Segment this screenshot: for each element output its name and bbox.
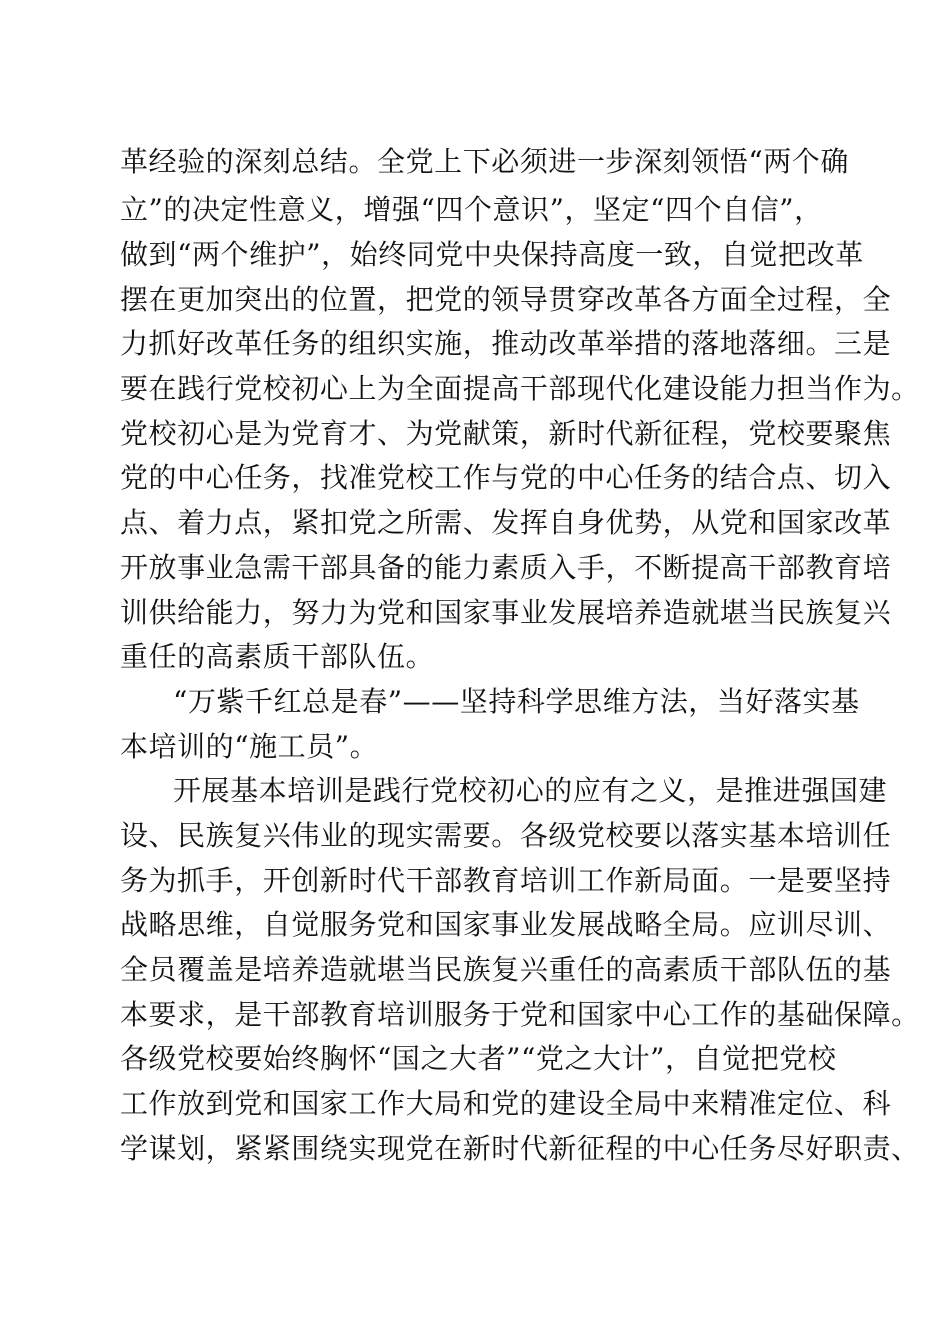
text-line: 全员覆盖是培养造就堪当民族复兴重任的高素质干部队伍的基: [120, 953, 892, 986]
text-line: 务为抓手，开创新时代干部教育培训工作新局面。一是要坚持: [120, 864, 892, 897]
text-line: 战略思维，自觉服务党和国家事业发展战略全局。应训尽训、: [120, 908, 892, 941]
text-line: 革经验的深刻总结。全党上下必须进一步深刻领悟“两个确: [120, 145, 849, 178]
text-line: 重任的高素质干部队伍。: [120, 640, 435, 673]
text-line: 点、着力点，紧扣党之所需、发挥自身优势，从党和国家改革: [120, 506, 892, 539]
text-line: 要在践行党校初心上为全面提高干部现代化建设能力担当作为。: [120, 372, 920, 405]
text-line: 党的中心任务，找准党校工作与党的中心任务的结合点、切入: [120, 461, 892, 494]
text-line: 做到“两个维护”，始终同党中央保持高度一致，自觉把改革: [120, 238, 864, 271]
section-heading-line: “万紫千红总是春”——坚持科学思维方法，当好落实基: [173, 685, 860, 718]
text-line: 训供给能力，努力为党和国家事业发展培养造就堪当民族复兴: [120, 596, 892, 629]
text-line: 党校初心是为党育才、为党献策，新时代新征程，党校要聚焦: [120, 417, 892, 450]
section-heading-line: 本培训的“施工员”。: [120, 730, 379, 763]
text-line: 本要求，是干部教育培训服务于党和国家中心工作的基础保障。: [120, 998, 920, 1031]
text-line: 立”的决定性意义，增强“四个意识”，坚定“四个自信”，: [120, 193, 823, 226]
text-line: 学谋划，紧紧围绕实现党在新时代新征程的中心任务尽好职责、: [120, 1132, 920, 1165]
text-line: 开展基本培训是践行党校初心的应有之义，是推进强国建: [173, 774, 888, 807]
text-line: 开放事业急需干部具备的能力素质入手，不断提高干部教育培: [120, 551, 892, 584]
text-line: 力抓好改革任务的组织实施，推动改革举措的落地落细。三是: [120, 327, 892, 360]
text-line: 设、民族复兴伟业的现实需要。各级党校要以落实基本培训任: [120, 819, 892, 852]
text-line: 工作放到党和国家工作大局和党的建设全局中来精准定位、科: [120, 1087, 892, 1120]
text-line: 各级党校要始终胸怀“国之大者”“党之大计”，自觉把党校: [120, 1042, 837, 1075]
text-line: 摆在更加突出的位置，把党的领导贯穿改革各方面全过程，全: [120, 283, 892, 316]
